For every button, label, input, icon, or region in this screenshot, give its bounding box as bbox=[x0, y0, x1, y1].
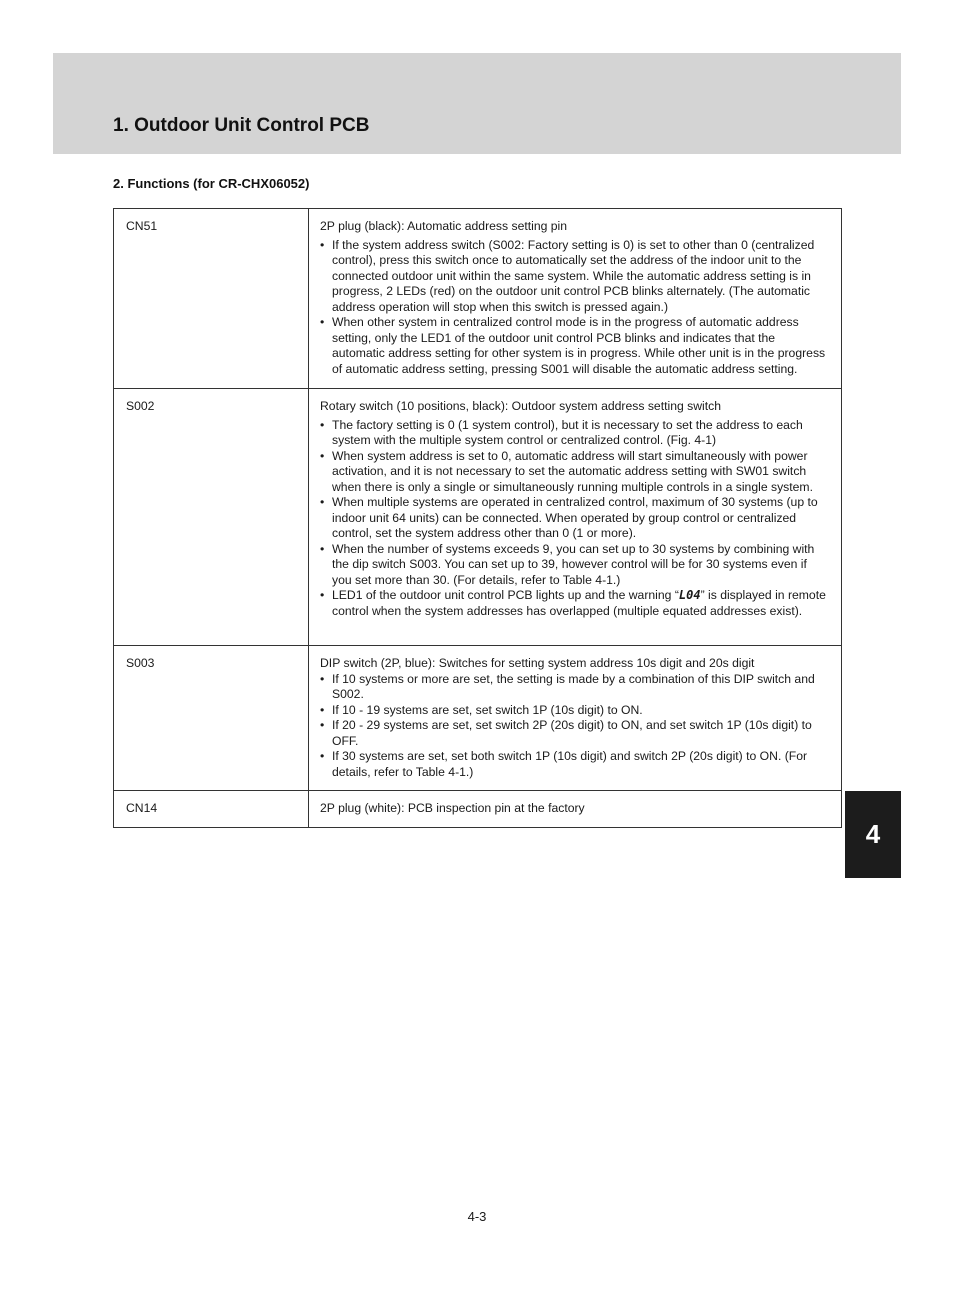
bullet-item: • The factory setting is 0 (1 system control), but it is necessary to set the address to each system with the multiple system control or centralized control. (Fig. 4-1) bbox=[320, 418, 829, 449]
component-name: S003 bbox=[114, 646, 309, 791]
bullet-list bbox=[320, 672, 829, 781]
table-row-cn51 bbox=[114, 209, 842, 389]
component-name: S002 bbox=[114, 389, 309, 646]
warning-code-display: L04 bbox=[678, 588, 701, 602]
bullet-item: • If 10 - 19 systems are set, set switch 1P (10s digit) to ON. bbox=[320, 703, 829, 719]
component-description bbox=[309, 389, 842, 646]
warning-text-after: ” is displayed in remote control when the system addresses has overlapped (multiple equated addresses exist). bbox=[332, 588, 826, 618]
description-heading: 2P plug (black): Automatic address setting pin bbox=[320, 219, 568, 233]
header-band bbox=[53, 53, 901, 154]
component-description bbox=[309, 791, 842, 828]
table-row-s002 bbox=[114, 389, 842, 646]
component-name: CN14 bbox=[114, 791, 309, 828]
bullet-item: • If 30 systems are set, set both switch 1P (10s digit) and switch 2P (20s digit) to ON. (For details, refer to Table 4-1.) bbox=[320, 749, 829, 780]
bullet-item: • When other system in centralized control mode is in the progress of automatic address setting, only the LED1 of the outdoor unit control PCB blinks and indicates that the automatic address setting for other system is in progress. While other unit is in the progress of automatic address setting, pressing S001 will disable the automatic address setting. bbox=[320, 315, 829, 377]
warning-text-before: LED1 of the outdoor unit control PCB lights up and the warning “ bbox=[332, 588, 679, 602]
description-heading: Rotary switch (10 positions, black): Outdoor system address setting switch bbox=[320, 399, 721, 413]
bullet-item: • If 20 - 29 systems are set, set switch 2P (20s digit) to ON, and set switch 1P (10s digit) to OFF. bbox=[320, 718, 829, 749]
description-heading: DIP switch (2P, blue): Switches for setting system address 10s digit and 20s digit bbox=[320, 656, 755, 670]
bullet-item: • When system address is set to 0, automatic address will start simultaneously with power activation, and it is not necessary to set the automatic address setting with SW01 switch when there is only a single or simultaneously running multiple controls in a single system. bbox=[320, 449, 829, 496]
bullet-item: • If 10 systems or more are set, the setting is made by a combination of this DIP switch and S002. bbox=[320, 672, 829, 703]
bullet-list bbox=[320, 238, 829, 378]
bullet-item: • If the system address switch (S002: Factory setting is 0) is set to other than 0 (centralized control), press this switch once to automatically set the address of the indoor unit to the connected outdoor unit within the same system. While the automatic address setting is in progress, 2 LEDs (red) on the outdoor unit control PCB blinks alternately. (The automatic address operation will stop when this switch is pressed again.) bbox=[320, 238, 829, 316]
warning-bullet-item bbox=[320, 588, 829, 619]
table-row-s003 bbox=[114, 646, 842, 791]
component-name: CN51 bbox=[114, 209, 309, 389]
description-heading: 2P plug (white): PCB inspection pin at the factory bbox=[320, 801, 585, 815]
component-description bbox=[309, 646, 842, 791]
functions-table bbox=[113, 208, 842, 828]
component-description bbox=[309, 209, 842, 389]
bullet-item: • When the number of systems exceeds 9, you can set up to 30 systems by combining with the dip switch S003. You can set up to 39, however control will be for 30 systems even if you set more than 30. (For details, refer to Table 4-1.) bbox=[320, 542, 829, 589]
table-row-cn14 bbox=[114, 791, 842, 828]
sub-heading: 2. Functions (for CR-CHX06052) bbox=[113, 176, 310, 191]
bullet-list bbox=[320, 418, 829, 620]
chapter-tab: 4 bbox=[845, 791, 901, 878]
section-title: 1. Outdoor Unit Control PCB bbox=[113, 115, 370, 136]
page-number: 4-3 bbox=[467, 1209, 487, 1224]
bullet-item: • When multiple systems are operated in centralized control, maximum of 30 systems (up to indoor unit 64 units) can be connected. When operated by group control or centralized control, set the system address other than 0 (1 or more). bbox=[320, 495, 829, 542]
